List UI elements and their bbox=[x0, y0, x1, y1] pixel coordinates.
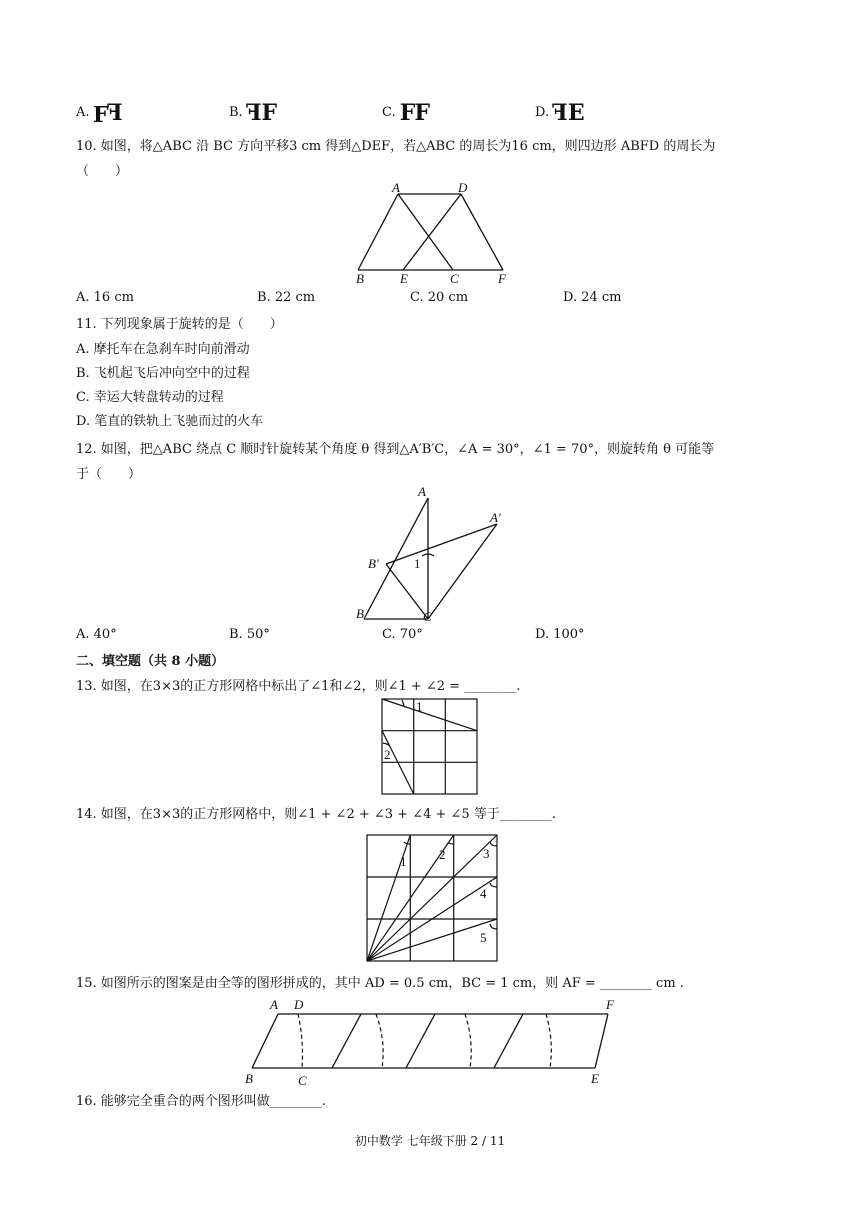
q9-glyph-d: F bbox=[553, 100, 568, 126]
q10-figure bbox=[350, 182, 510, 286]
q9-option-a: A. ℲF bbox=[76, 100, 123, 126]
q10-option-b: B. 22 cm bbox=[257, 290, 316, 305]
q9-glyph-c: FF bbox=[399, 100, 430, 126]
q10-stem: 10. 如图，将△ABC 沿 BC 方向平移3 cm 得到△DEF，若△ABC 的周长为16 cm，则四边形 ABFD 的周长为 bbox=[76, 139, 716, 154]
q11-option-c: C. 幸运大转盘转动的过程 bbox=[76, 390, 224, 405]
q12-stem: 12. 如图，把△ABC 绕点 C 顺时针旋转某个角度 θ 得到△A′B′C，∠A = 30°，∠1 = 70°，则旋转角 θ 可能等 bbox=[76, 442, 715, 457]
q10-option-a: A. 16 cm bbox=[76, 290, 134, 305]
q10-option-d: D. 24 cm bbox=[563, 290, 622, 305]
q10-label-f: F bbox=[498, 271, 506, 286]
q10-label-a: A bbox=[392, 182, 400, 195]
q12-label-a: A bbox=[418, 484, 426, 499]
q15-label-d: D bbox=[294, 997, 304, 1012]
q9-option-d: D. FE bbox=[535, 100, 584, 126]
q15-label-e: E bbox=[591, 1071, 599, 1086]
q14-label-angle-2: 2 bbox=[439, 847, 446, 862]
q14-stem: 14. 如图，在3×3的正方形网格中，则∠1 + ∠2 + ∠3 + ∠4 + ∠5 等于________. bbox=[76, 807, 556, 822]
q12-label-angle-1: 1 bbox=[414, 556, 421, 571]
q16-stem: 16. 能够完全重合的两个图形叫做________. bbox=[76, 1094, 326, 1109]
q9-option-b: B. FF bbox=[229, 100, 277, 126]
q12-option-c: C. 70° bbox=[382, 627, 423, 642]
q12-label-b: B bbox=[356, 606, 364, 621]
q10-option-c: C. 20 cm bbox=[410, 290, 469, 305]
q11-option-a: A. 摩托车在急刹车时向前滑动 bbox=[76, 342, 250, 357]
q12-label-c: C bbox=[423, 609, 432, 624]
q13-grid-figure bbox=[380, 697, 480, 797]
q10-paren: （ ） bbox=[76, 164, 129, 179]
q12-paren: 于（ ） bbox=[76, 467, 142, 482]
q14-label-angle-1: 1 bbox=[400, 854, 407, 869]
q14-grid-figure bbox=[364, 832, 502, 964]
q14-label-angle-3: 3 bbox=[483, 846, 490, 861]
q11-option-b: B. 飞机起飞后冲向空中的过程 bbox=[76, 366, 250, 381]
q15-label-b: B bbox=[245, 1071, 253, 1086]
q13-label-angle-1: 1 bbox=[416, 699, 423, 714]
q13-label-angle-2: 2 bbox=[384, 747, 391, 762]
q10-label-d: D bbox=[458, 182, 468, 195]
q11-stem: 11. 下列现象属于旋转的是（ ） bbox=[76, 317, 283, 332]
q12-label-a-prime: A′ bbox=[490, 510, 501, 525]
q14-label-angle-4: 4 bbox=[480, 886, 487, 901]
q14-label-angle-5: 5 bbox=[480, 930, 487, 945]
q12-option-a: A. 40° bbox=[76, 627, 117, 642]
q10-label-c: C bbox=[450, 271, 459, 286]
q15-label-f: F bbox=[606, 997, 614, 1012]
q10-label-b: B bbox=[356, 271, 364, 286]
q13-stem: 13. 如图，在3×3的正方形网格中标出了∠1和∠2，则∠1 + ∠2 = ________. bbox=[76, 679, 521, 694]
q12-option-d: D. 100° bbox=[535, 627, 585, 642]
q12-figure bbox=[352, 484, 512, 624]
q15-stem: 15. 如图所示的图案是由全等的图形拼成的，其中 AD = 0.5 cm，BC = 1 cm，则 AF = ________ cm . bbox=[76, 976, 684, 991]
q15-figure bbox=[240, 996, 620, 1090]
q9-glyph-b: F bbox=[246, 100, 262, 126]
q15-label-a: A bbox=[270, 997, 278, 1012]
q12-label-b-prime: B′ bbox=[368, 556, 379, 571]
q11-option-d: D. 笔直的铁轨上飞驰而过的火车 bbox=[76, 414, 264, 429]
q10-label-e: E bbox=[400, 271, 408, 286]
q9-glyph-a: Ⅎ bbox=[93, 100, 109, 126]
section-title-fill-in: 二、填空题（共 8 小题） bbox=[76, 654, 225, 669]
q9-option-c: C. FF bbox=[382, 100, 430, 126]
q12-option-b: B. 50° bbox=[229, 627, 270, 642]
page-footer: 初中数学 七年级下册 2 / 11 bbox=[354, 1134, 506, 1148]
q15-label-c: C bbox=[298, 1073, 307, 1088]
